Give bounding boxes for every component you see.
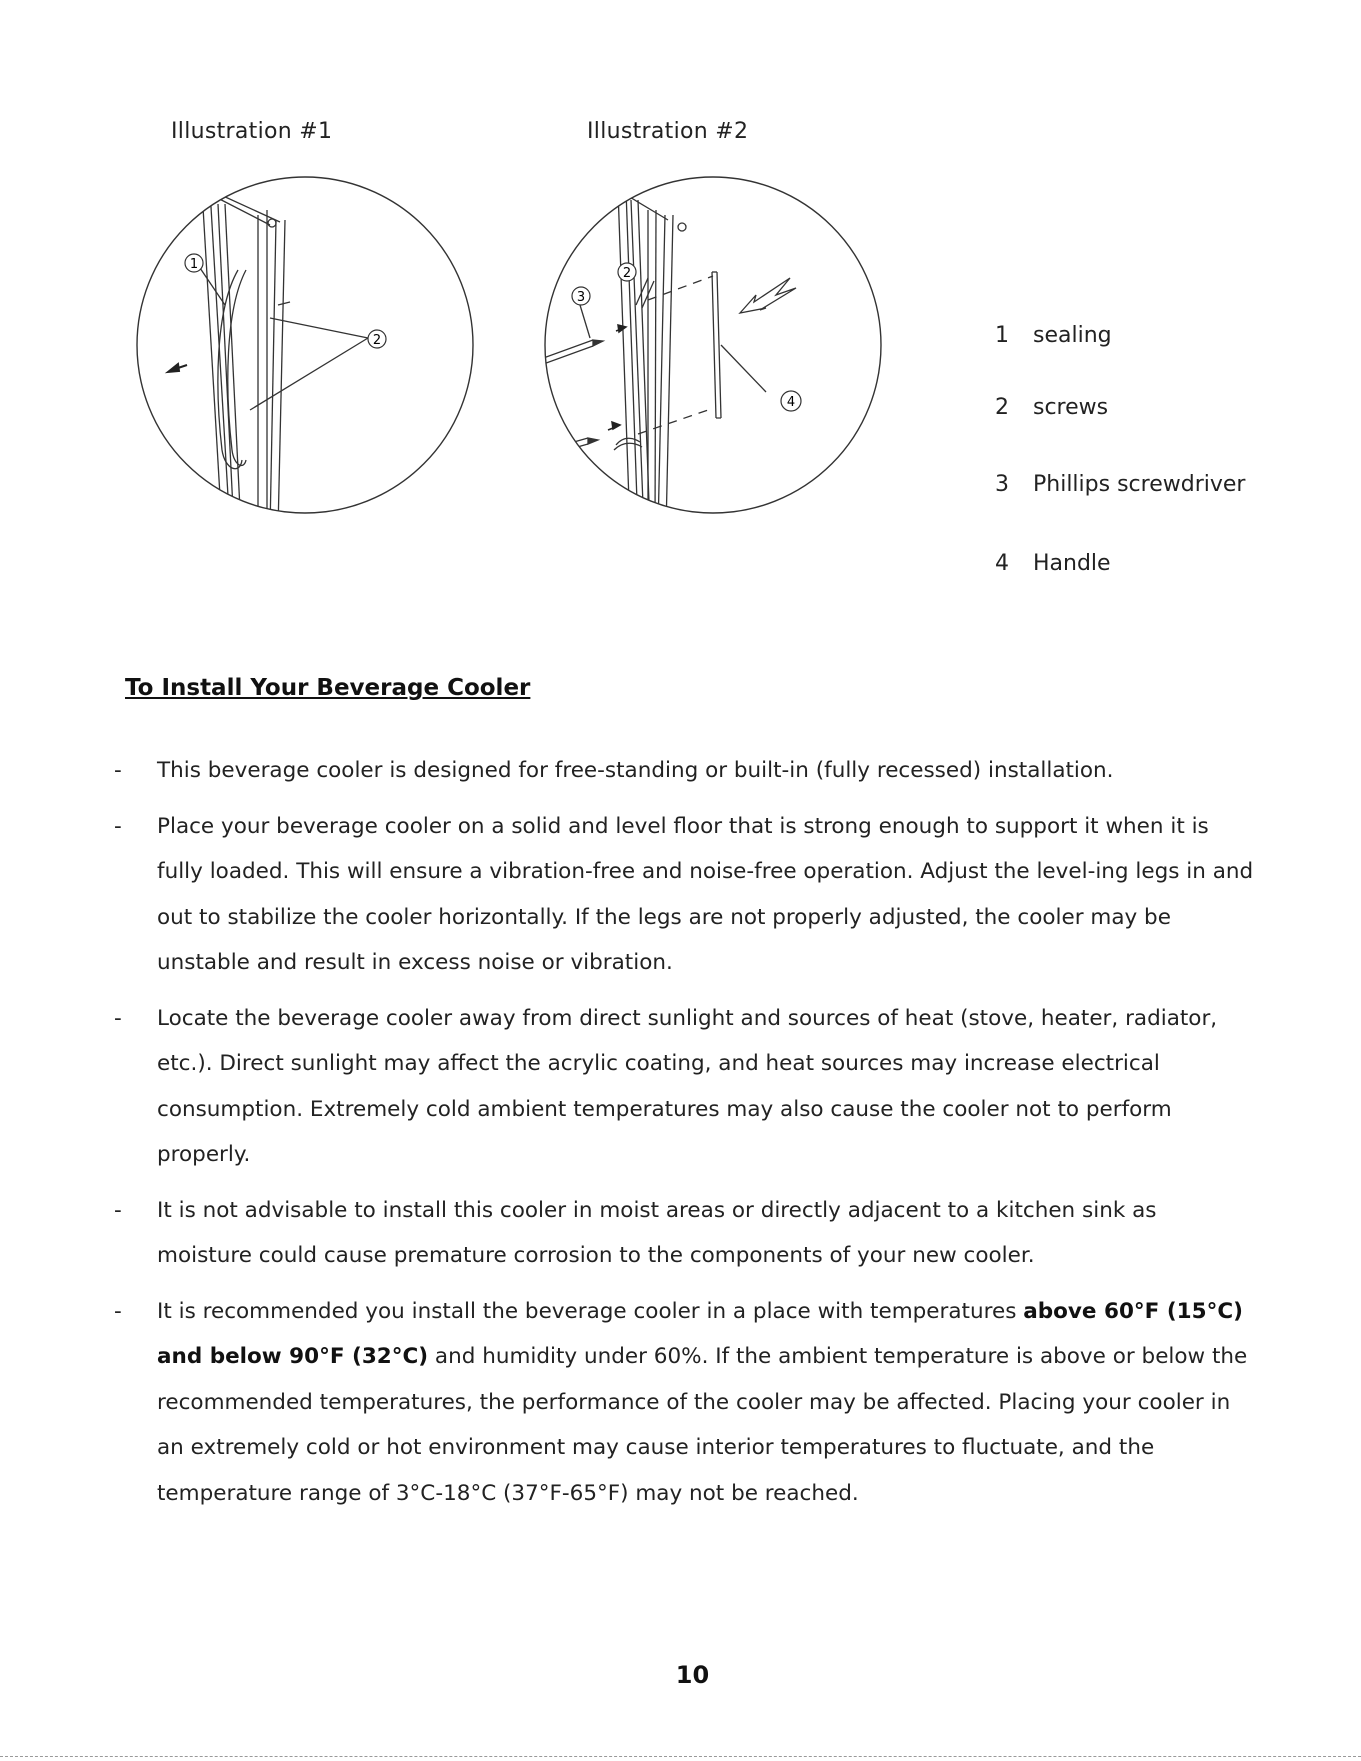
bullet-dash: - — [114, 1005, 122, 1031]
legend-item-screwdriver — [995, 472, 1245, 497]
legend-number: 3 — [995, 472, 1009, 497]
illustration-1-drawing — [130, 170, 480, 520]
illustration-2-drawing — [538, 170, 888, 520]
illustration-1-callout-1: 1 — [189, 257, 199, 272]
illustration-1-callout-2: 2 — [372, 333, 382, 348]
bullet-text-before: It is recommended you install the beverage cooler in a place with temperatures — [157, 1298, 1024, 1324]
legend-label: sealing — [1033, 323, 1112, 348]
illustration-2-caption: Illustration #2 — [587, 119, 749, 144]
bullet-dash: - — [114, 758, 122, 783]
illustration-1-caption: Illustration #1 — [171, 119, 333, 144]
bullet-text-after: and humidity under 60%. If the ambient temperature is above or below the recommended temperatures, the performance of the cooler may be affected. Placing your cooler in an extremely cold or hot environment may cause interior temperatures to fluctuate, and the temperature range of 3°C-18°C (37°F-65°F) may not be reached. — [157, 1344, 1248, 1506]
legend-number: 1 — [995, 323, 1009, 348]
illustration-2-callout-2: 2 — [622, 266, 632, 281]
bullet-text-bold: above 60°F (15°C) and below 90°F (32°C) — [157, 1298, 1243, 1369]
legend-label: Phillips screwdriver — [1033, 472, 1246, 497]
legend-number: 2 — [995, 395, 1009, 420]
bullet-text: Place your beverage cooler on a solid and level floor that is strong enough to support it when it is fully loaded. This will ensure a vibration-free and noise-free operation. Adjust the level-ing legs in and out to stabilize the cooler horizontally. If the legs are not properly adjusted, the cooler may be unstable and result in excess noise or vibration. — [157, 813, 1254, 975]
legend-label: Handle — [1033, 551, 1111, 576]
bullet-dash: - — [114, 1298, 122, 1324]
legend-number: 4 — [995, 551, 1009, 576]
bullet-dash: - — [114, 813, 122, 839]
bullet-text: This beverage cooler is designed for free-standing or built-in (fully recessed) installation. — [157, 758, 1114, 783]
legend-item-handle — [995, 551, 1111, 576]
list-item — [114, 804, 1254, 986]
section-heading: To Install Your Beverage Cooler — [125, 675, 531, 701]
legend-item-sealing — [995, 323, 1112, 348]
list-item — [114, 1289, 1254, 1517]
illustration-2-callout-4: 4 — [786, 395, 796, 410]
list-item — [114, 996, 1254, 1178]
list-item — [114, 1188, 1254, 1279]
legend-item-screws — [995, 395, 1108, 420]
legend-label: screws — [1033, 395, 1109, 420]
bullet-text: It is not advisable to install this cooler in moist areas or directly adjacent to a kitchen sink as moisture could cause premature corrosion to the components of your new cooler. — [157, 1197, 1157, 1268]
page-bottom-edge — [0, 1756, 1361, 1757]
bullet-text: Locate the beverage cooler away from direct sunlight and sources of heat (stove, heater, radiator, etc.). Direct sunlight may affect the acrylic coating, and heat sources may increase electrical consumption. Extremely cold ambient temperatures may also cause the cooler not to perform properly. — [157, 1005, 1218, 1167]
list-item — [114, 748, 1254, 794]
illustration-2-callout-3: 3 — [576, 290, 586, 305]
installation-instructions-list — [114, 748, 1254, 1526]
bullet-dash: - — [114, 1197, 122, 1223]
page-number: 10 — [675, 1661, 710, 1689]
